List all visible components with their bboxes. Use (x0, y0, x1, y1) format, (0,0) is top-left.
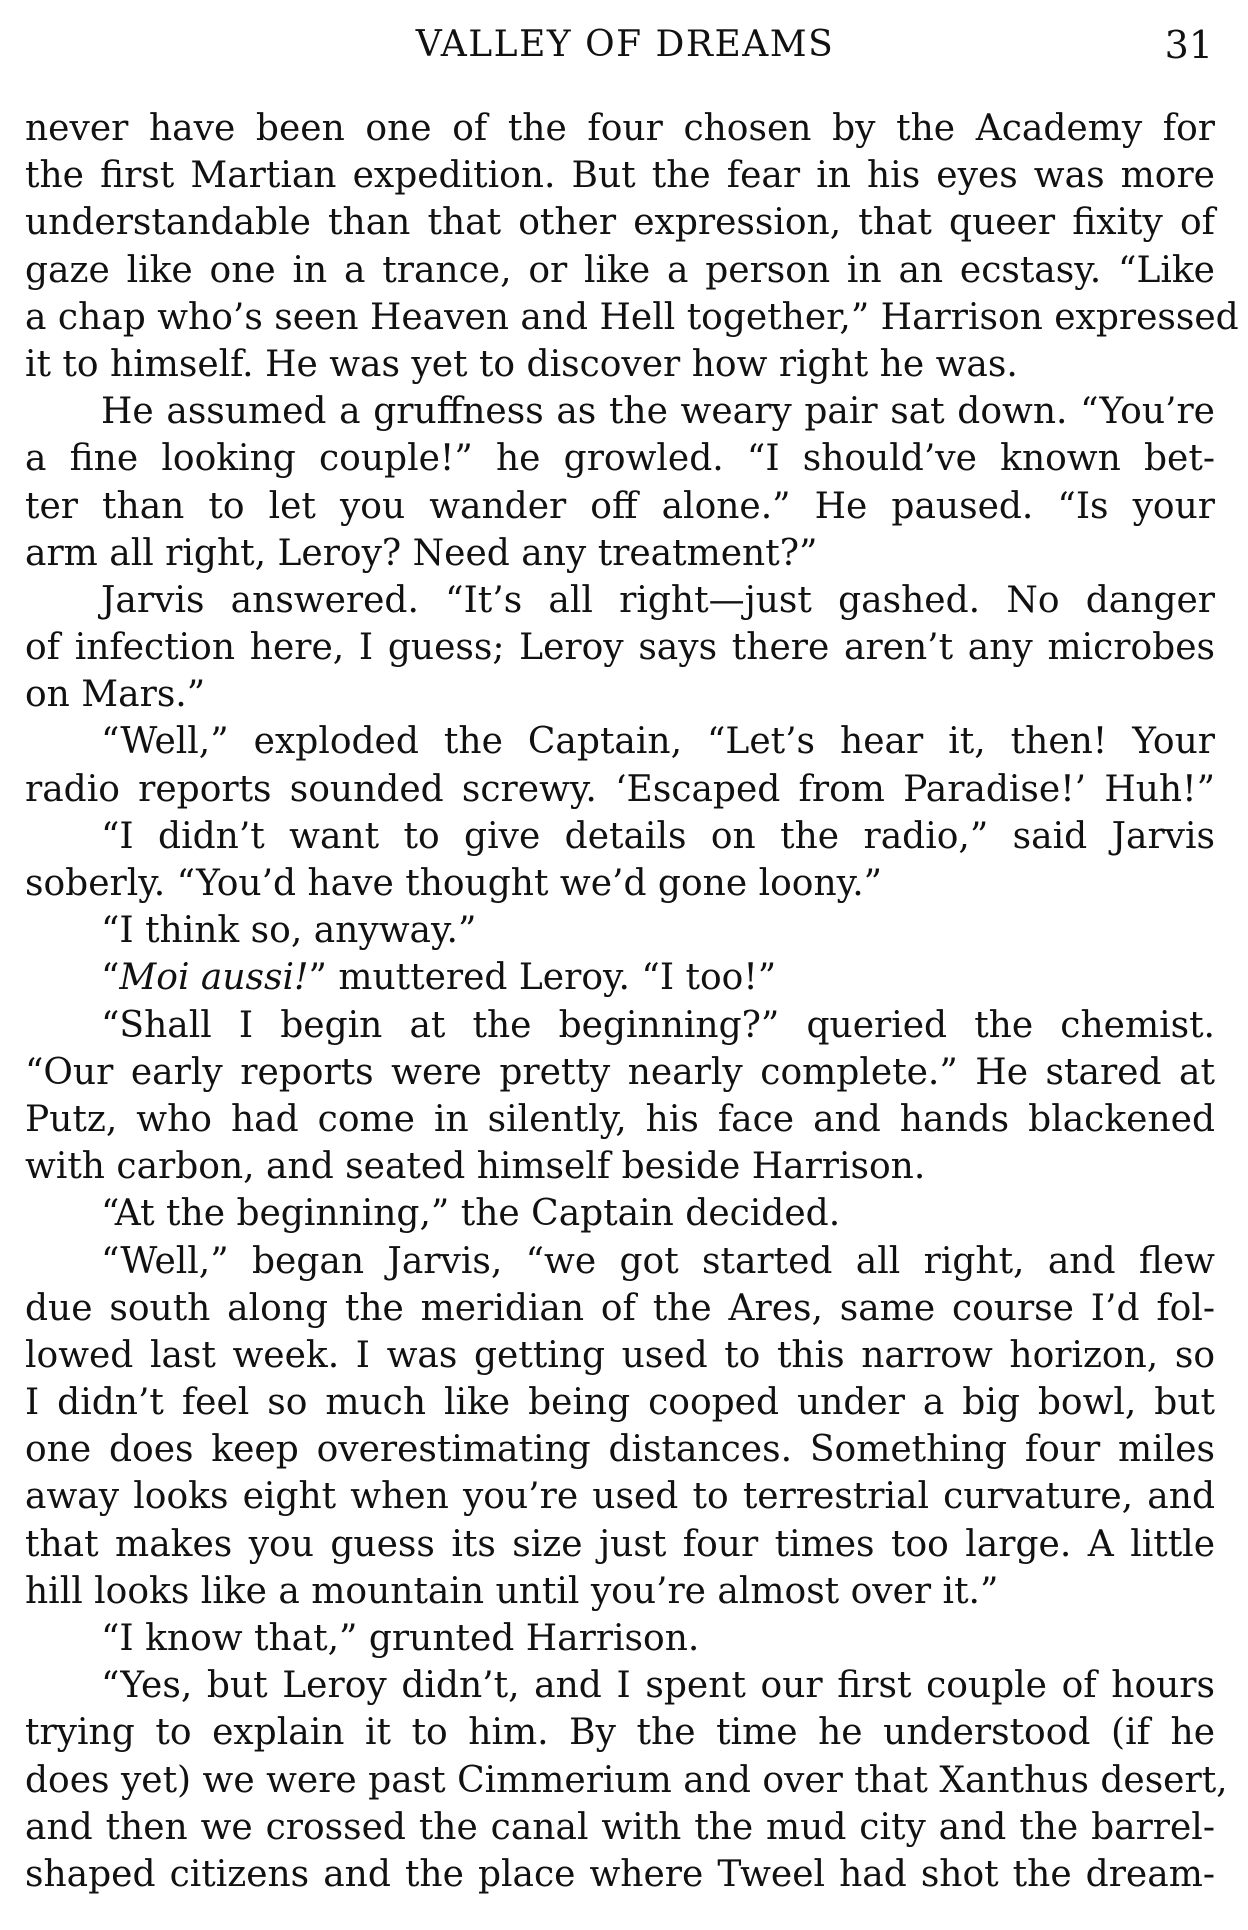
text-line: “Well,” began Jarvis, “we got started all right, and flew (101, 1240, 1215, 1282)
text-line: the first Martian expedition. But the fear in his eyes was more (25, 155, 1215, 197)
text-line: He assumed a gruffness as the weary pair sat down. “You’re (101, 391, 1215, 433)
text-line: “I didn’t want to give details on the radio,” said Jarvis (101, 815, 1215, 857)
text-line: it to himself. He was yet to discover how right he was. (25, 343, 1018, 385)
text-line: due south along the meridian of the Ares, same course I’d fol- (25, 1287, 1215, 1329)
text-run: ” muttered Leroy. “I too!” (308, 957, 777, 999)
text-line: away looks eight when you’re used to terrestrial curvature, and (25, 1476, 1215, 1518)
text-line: a fine looking couple!” he growled. “I should’ve known bet- (25, 438, 1215, 480)
page-number: 31 (1164, 23, 1213, 67)
running-title: VALLEY OF DREAMS (415, 24, 835, 65)
text-line: “Our early reports were pretty nearly complete.” He stared at (25, 1051, 1215, 1093)
text-line: soberly. “You’d have thought we’d gone loony.” (25, 863, 883, 904)
text-line: never have been one of the four chosen by the Academy for (25, 108, 1215, 149)
text-line: “Shall I begin at the beginning?” queried the chemist. (101, 1004, 1215, 1046)
text-line: Putz, who had come in silently, his face and hands blackened (25, 1098, 1215, 1140)
text-line: lowed last week. I was getting used to this narrow horizon, so (25, 1334, 1215, 1376)
text-line: that makes you guess its size just four times too large. A little (25, 1523, 1215, 1565)
text-line: of infection here, I guess; Leroy says there aren’t any microbes (25, 627, 1215, 669)
text-line: “I think so, anyway.” (101, 910, 477, 952)
text-line: trying to explain it to him. By the time he understood (if he (25, 1712, 1215, 1754)
text-line: arm all right, Leroy? Need any treatment?” (25, 532, 818, 574)
text-line: radio reports sounded screwy. ‘Escaped from Paradise!’ Huh!” (25, 768, 1215, 810)
text-run: “ (101, 957, 120, 999)
text-line: gaze like one in a trance, or like a person in an ecstasy. “Like (25, 249, 1215, 291)
text-line: “I know that,” grunted Harrison. (101, 1618, 700, 1659)
text-line: and then we crossed the canal with the mud city and the barrel- (25, 1806, 1215, 1848)
italic-text-run: Moi aussi! (119, 957, 309, 999)
text-line: hill looks like a mountain until you’re almost over it.” (25, 1570, 999, 1612)
body-text (25, 105, 1239, 1898)
text-line: shaped citizens and the place where Tweel had shot the dream- (25, 1853, 1215, 1895)
text-line: a chap who’s seen Heaven and Hell together,” Harrison expressed (25, 296, 1239, 338)
text-line: on Mars.” (25, 674, 206, 716)
text-line: does yet) we were past Cimmerium and over that Xanthus desert, (25, 1759, 1228, 1801)
text-line: I didn’t feel so much like being cooped under a big bowl, but (25, 1382, 1215, 1424)
text-line: understandable than that other expression, that queer fixity of (25, 202, 1215, 244)
text-line: one does keep overestimating distances. Something four miles (25, 1429, 1215, 1471)
text-line (25, 954, 1215, 1001)
text-line: “Well,” exploded the Captain, “Let’s hear it, then! Your (101, 721, 1215, 763)
text-line: “Yes, but Leroy didn’t, and I spent our first couple of hours (101, 1665, 1215, 1707)
text-line: ter than to let you wander off alone.” He paused. “Is your (25, 485, 1215, 527)
text-line: with carbon, and seated himself beside Harrison. (25, 1146, 926, 1188)
text-line: Jarvis answered. “It’s all right—just gashed. No danger (101, 579, 1215, 621)
text-line: “At the beginning,” the Captain decided. (101, 1193, 841, 1235)
running-head (25, 18, 1225, 72)
